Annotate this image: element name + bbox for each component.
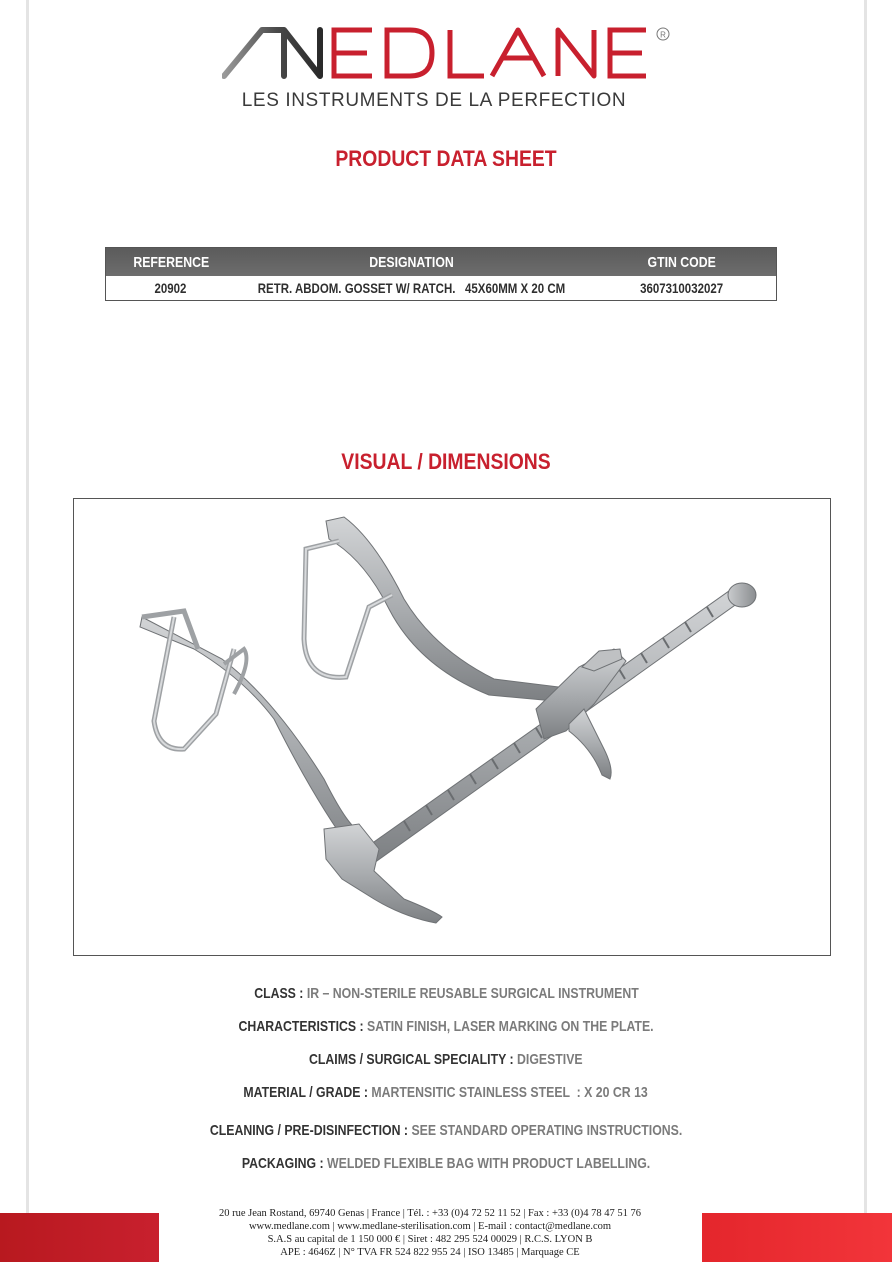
footer-company-info — [160, 1207, 700, 1259]
footer-address: 20 rue Jean Rostand, 69740 Genas | France | Tél. : +33 (0)4 72 52 11 52 | Fax : +33 (0)4 78 47 51 76 — [218, 1208, 642, 1219]
header-designation: DESIGNATION — [368, 253, 454, 271]
registered-mark: R — [660, 30, 666, 40]
reference-table — [105, 247, 777, 301]
spec-claims: CLAIMS / SURGICAL SPECIALITY : DIGESTIVE — [309, 1051, 583, 1068]
footer-legal: S.A.S au capital de 1 150 000 € | Siret : 482 295 524 00029 | R.C.S. LYON B — [267, 1234, 593, 1245]
spec-class: CLASS : IR – NON-STERILE REUSABLE SURGICAL INSTRUMENT — [253, 985, 639, 1002]
left-border-line — [26, 0, 29, 1262]
footer-web-links: www.medlane.com | www.medlane-sterilisation.com | E-mail : contact@medlane.com — [248, 1221, 612, 1232]
cell-reference: 20902 — [154, 280, 187, 296]
page-title: PRODUCT DATA SHEET — [335, 146, 557, 171]
medlane-logo — [222, 20, 672, 90]
footer-registration: APE : 4646Z | N° TVA FR 524 822 955 24 | ISO 13485 | Marquage CE — [280, 1247, 580, 1258]
table-header-row — [106, 248, 776, 276]
brand-tagline: LES INSTRUMENTS DE LA PERFECTION — [241, 90, 627, 111]
table-row — [106, 276, 776, 300]
footer-accent-left — [0, 1213, 159, 1262]
spec-material: MATERIAL / GRADE : MARTENSITIC STAINLESS STEEL : X 20 CR 13 — [243, 1084, 649, 1101]
spec-packaging: PACKAGING : WELDED FLEXIBLE BAG WITH PRODUCT LABELLING. — [241, 1155, 651, 1172]
footer-accent-right — [702, 1213, 892, 1262]
visual-section-title: VISUAL / DIMENSIONS — [341, 449, 551, 474]
header-reference: REFERENCE — [132, 253, 209, 271]
spec-cleaning: CLEANING / PRE-DISINFECTION : SEE STANDARD OPERATING INSTRUCTIONS. — [209, 1122, 683, 1139]
spec-characteristics: CHARACTERISTICS : SATIN FINISH, LASER MARKING ON THE PLATE. — [238, 1018, 654, 1035]
header-gtin: GTIN CODE — [647, 253, 716, 271]
right-border-line — [864, 0, 867, 1262]
product-image-frame — [73, 498, 831, 956]
surgical-retractor-icon — [74, 499, 829, 954]
cell-gtin: 3607310032027 — [640, 280, 724, 296]
cell-designation: RETR. ABDOM. GOSSET W/ RATCH. 45X60MM X 20 CM — [257, 280, 565, 296]
